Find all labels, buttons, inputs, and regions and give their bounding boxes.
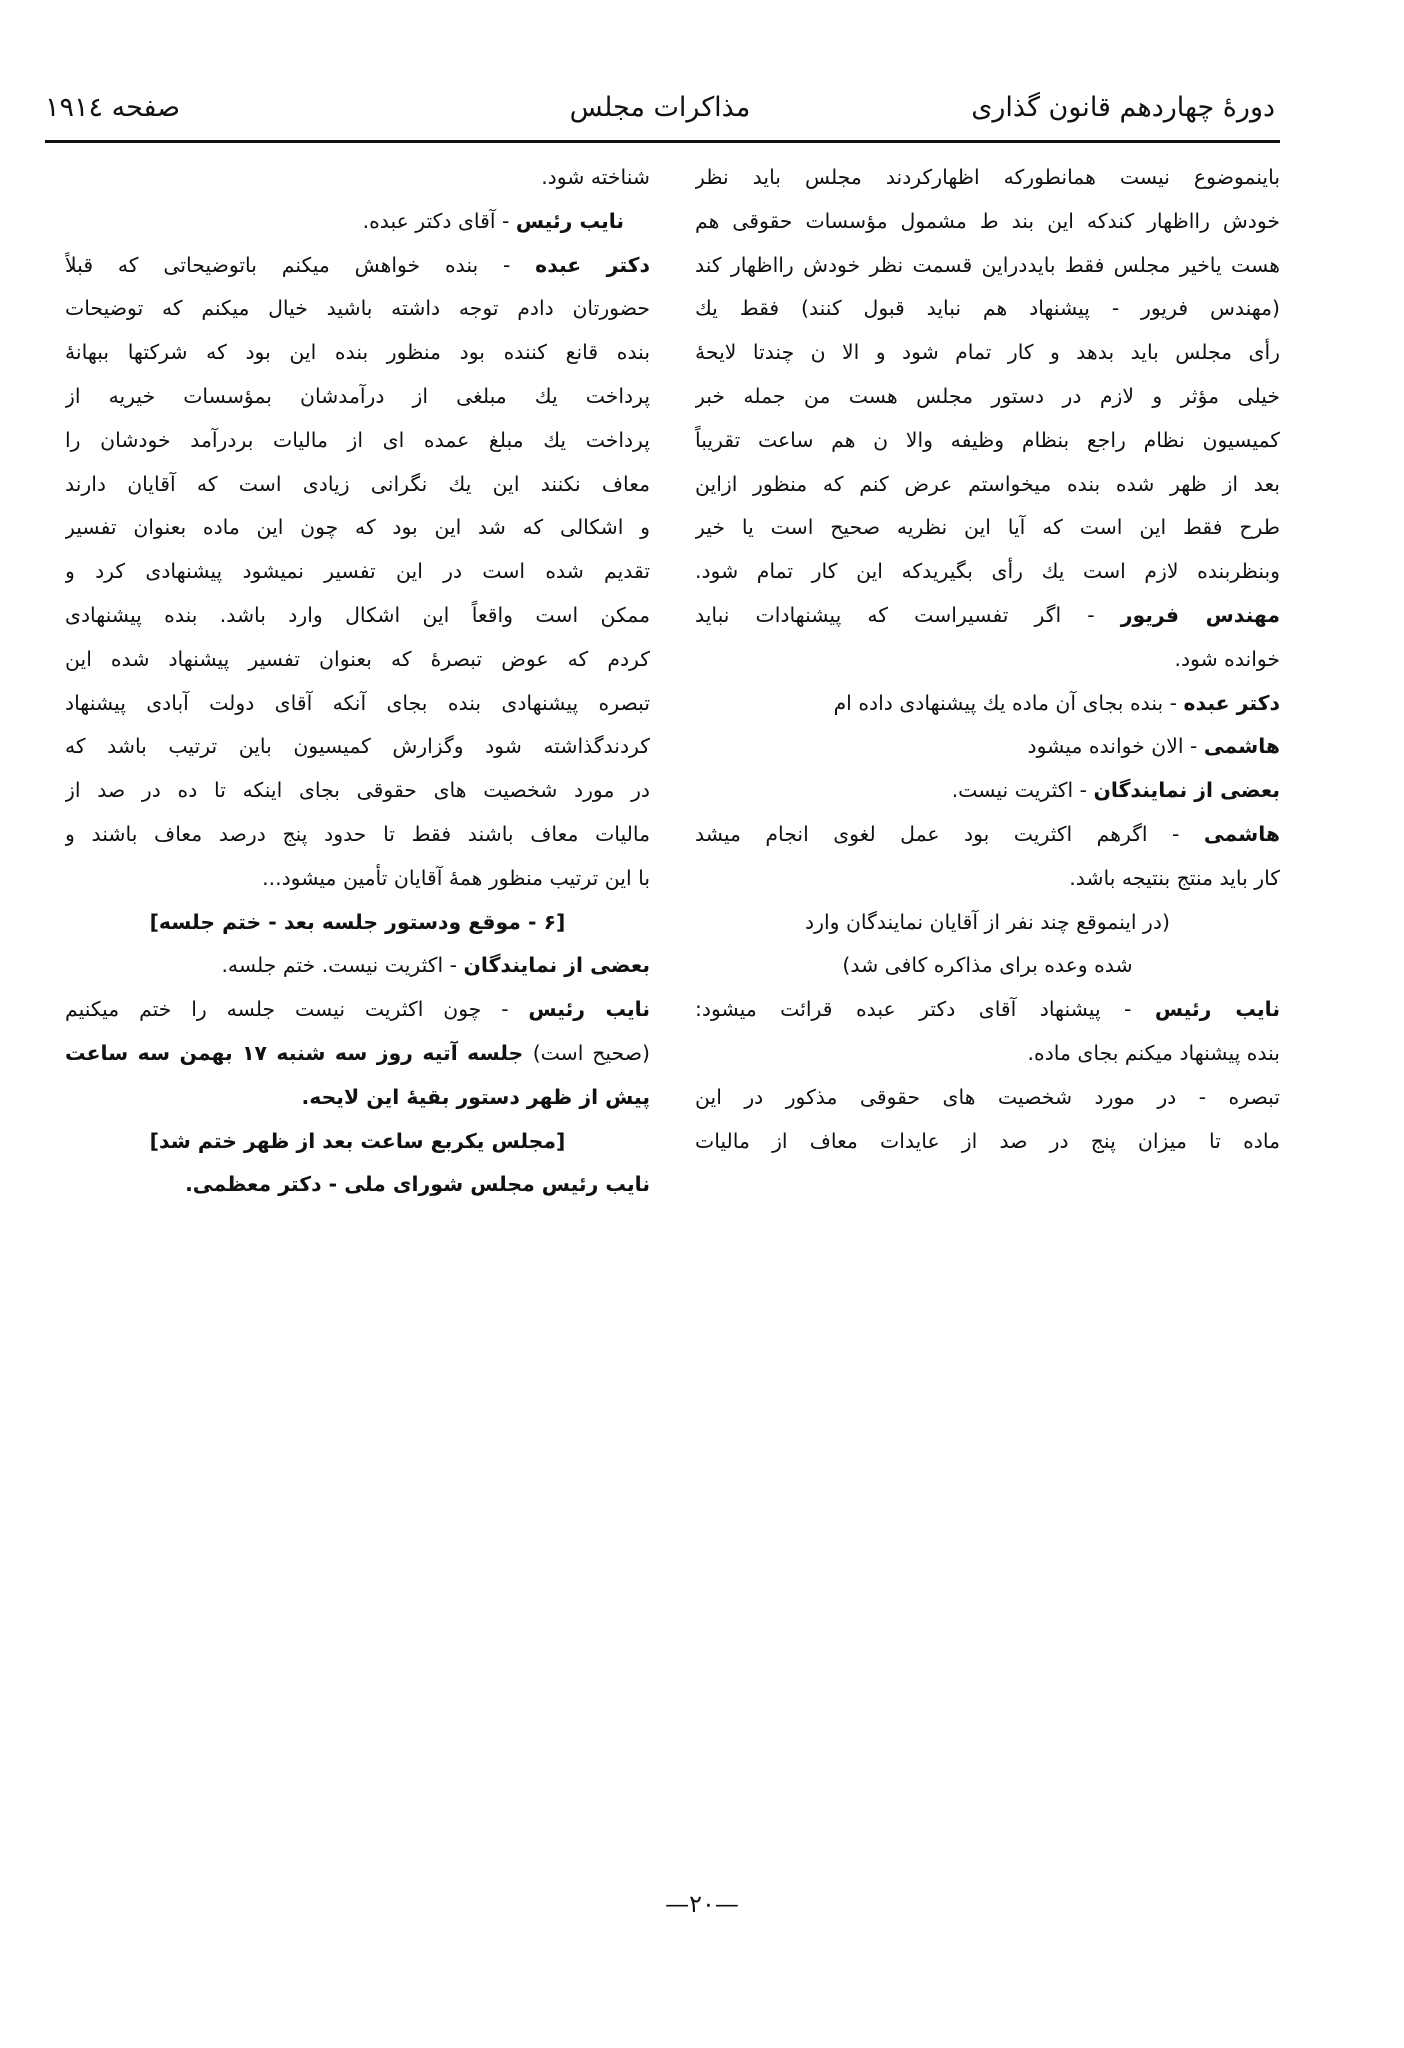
speaker-name: هاشمی [1203,821,1280,846]
text-line: تبصره پیشنهادی بنده بجای آنکه آقای دولت آبادی پیشنهاد [65,690,650,715]
text-line: خودش رااظهار کندکه این بند ط مشمول مؤسسات حقوقی هم [695,208,1280,233]
speaker-line [695,988,1280,1032]
speaker-name: بعضی از نمایندگان [1093,778,1280,803]
speech-text: - اگرهم اکثریت بود عمل لغوی انجام میشد [695,821,1204,846]
speech-text: - بنده خواهش میکنم باتوضیحاتی که قبلاً [65,252,536,277]
text-line: در مورد شخصیت های حقوقی بجای اینکه تا ده در صد از [65,778,650,803]
publication-title: مذاکرات مجلس [569,92,751,123]
section-heading: [۶ - موقع ودستور جلسه بعد - ختم جلسه] [149,909,566,934]
header-rule [45,140,1280,143]
page-label: صفحه ۱۹۱٤ [45,92,181,123]
text-line: خیلی مؤثر و لازم در دستور مجلس هست من جمله خبر [695,383,1280,408]
speaker-line [695,594,1280,638]
text-line: کردم که عوض تبصرهٔ که بعنوان تفسیر پیشنهاد شده این [65,646,650,671]
speaker-line [695,725,1280,769]
text-line: حضورتان دادم توجه داشته باشید خیال میکنم که توضیحات [65,296,650,321]
speech-text: - چون اکثریت نیست جلسه را ختم میکنیم [65,997,529,1022]
text-line: طرح فقط این است که آیا این نظریه صحیح است یا خیر [695,515,1280,540]
text-line: کردندگذاشته شود وگزارش کمیسیون باین ترتیب باشد که [65,734,650,759]
text-line: تبصره - در مورد شخصیت های حقوقی مذکور در این [695,1084,1280,1109]
speaker-name: بعضی از نمایندگان [463,953,650,978]
text-line: و اشکالی که شد این بود که چون این ماده بعنوان تفسیر [65,515,650,540]
session-title: دورهٔ چهاردهم قانون گذاری [971,92,1275,123]
speech-text: - آقای دکتر عبده. [362,208,516,233]
text-line: خوانده شود. [1174,646,1280,671]
text-line [65,1032,650,1076]
signature-line: نایب رئیس مجلس شورای ملی - دکتر معظمی. [185,1172,650,1197]
speaker-name: مهندس فریور [1120,602,1280,627]
speaker-line [695,769,1280,813]
text-line: ماده تا میزان پنج در صد از عایدات معاف از مالیات [695,1128,1280,1153]
speaker-name: نایب رئیس [1154,997,1280,1022]
speech-text: - پیشنهاد آقای دکتر عبده قرائت میشود: [695,997,1155,1022]
text-line: باینموضوع نیست همانطورکه اظهارکردند مجلس باید نظر [695,165,1280,189]
text-line: پرداخت یك مبلغی از درآمدشان بمؤسسات خیریه از [65,383,650,408]
speech-text: - الان خوانده میشود [1027,734,1204,759]
text-line: بعد از ظهر شده بنده میخواستم عرض کنم که منظور ازاین [695,471,1280,496]
speaker-name: نایب رئیس [515,208,625,233]
text-line: با این ترتیب منظور همهٔ آقایان تأمین میشود... [262,865,650,890]
text-line: تقدیم شده است در این تفسیر نمیشود پیشنهادی کرد و [65,559,650,584]
text-line: شده وعده برای مذاکره کافی شد) [842,953,1133,978]
text-line: پرداخت یك مبلغ عمده ای از مالیات بردرآمد خودشان را [65,427,650,452]
text-line: وبنظربنده لازم است یك رأی بگیریدکه این کار تمام شود. [695,559,1280,584]
speaker-line [65,944,650,988]
speech-text: - اکثریت نیست. [951,778,1094,803]
text-line: (در اینموقع چند نفر از آقایان نمایندگان وارد [805,909,1170,934]
text-line: بنده قانع کننده بود منظور بنده این بود که شرکتها ببهانهٔ [65,340,650,365]
speaker-name: نایب رئیس [528,997,650,1022]
speech-text: - بنده بجای آن ماده یك پیشنهادی داده ام [833,690,1184,715]
next-session-text: جلسه آتیه روز سه شنبه ۱۷ بهمن سه ساعت [65,1040,533,1065]
speaker-line [65,988,650,1032]
closing-note: [مجلس یکربع ساعت بعد از ظهر ختم شد] [149,1128,566,1153]
left-column [65,156,650,1207]
speaker-name: هاشمی [1203,734,1280,759]
text-line: بنده پیشنهاد میکنم بجای ماده. [1027,1040,1280,1065]
right-column [695,156,1280,1163]
text-line: هست یاخیر مجلس فقط بایددراین قسمت نظر خودش رااظهار کند [695,252,1280,277]
text-line: پیش از ظهر دستور بقیهٔ این لایحه. [301,1084,650,1109]
speaker-line [695,813,1280,857]
text-line: کار باید منتج بنتیجه باشد. [1069,865,1280,890]
text-line: معاف نکنند این یك نگرانی زیادی است که آقایان دارند [65,471,650,496]
interjection: (صحیح است) [532,1040,650,1065]
speaker-line [695,682,1280,726]
page-header [45,92,1275,134]
text-line: رأی مجلس باید بدهد و کار تمام شود و الا ن چندتا لایحهٔ [695,340,1280,365]
speaker-line [65,200,650,244]
speaker-name: دکتر عبده [535,252,650,277]
text-line: ممکن است واقعاً این اشکال وارد باشد. بنده پیشنهادی [65,602,650,627]
page-number: —۲۰— [665,1890,739,1918]
speaker-line [65,244,650,288]
speech-text: - اکثریت نیست. ختم جلسه. [221,953,464,978]
text-line: شناخته شود. [541,165,650,189]
text-line: (مهندس فریور - پیشنهاد هم نباید قبول کنند) فقط یك [695,296,1280,321]
speaker-name: دکتر عبده [1183,690,1280,715]
text-line: کمیسیون نظام راجع بنظام وظیفه والا ن هم ساعت تقریباً [695,427,1280,452]
speech-text: - اگر تفسیراست که پیشنهادات نباید [695,602,1121,627]
text-line: مالیات معاف باشند فقط تا حدود پنج درصد معاف باشند و [65,821,650,846]
